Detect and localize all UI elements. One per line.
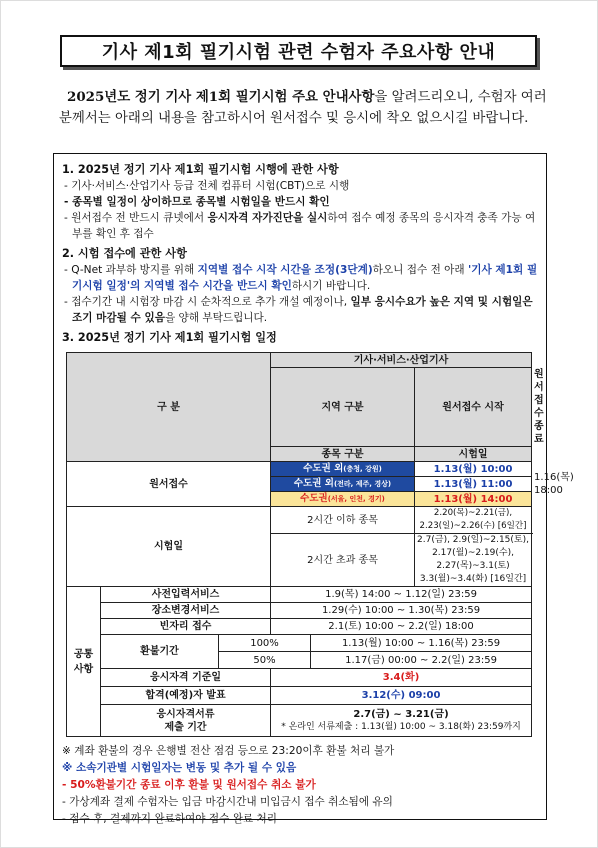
section2-item2-a: - 접수기간 내 시험장 마감 시 순차적으로 추가 개설 예정이나, — [64, 296, 351, 308]
notes — [62, 743, 538, 828]
exam-long-line3: 3.3(월)~3.4(화) [16일간] — [419, 574, 527, 584]
section2-item1-b: 지역별 접수 시작 시간을 조정(3단계) — [197, 264, 373, 276]
section2-item2-c: 을 양해 부탁드립니다. — [164, 312, 268, 324]
section2-item2 — [62, 294, 538, 326]
header-examday: 시험일 — [415, 447, 532, 462]
section1-item3 — [62, 210, 538, 242]
header-region: 지역 구분 — [271, 368, 415, 447]
qual-label: 응시자격 기준일 — [101, 669, 271, 687]
note-4: - 가상계좌 결제 수험자는 입금 마감시간내 미입금시 접수 취소됨에 유의 — [62, 796, 393, 808]
region-1-main: 수도권 외 — [303, 463, 344, 474]
region-3-sub: (서울, 인천, 경기) — [327, 495, 385, 503]
section3-heading: 3. 2025년 정기 기사 제1회 필기시험 일정 — [62, 331, 277, 344]
intro-paragraph — [59, 87, 547, 129]
change-label: 장소변경서비스 — [101, 603, 271, 619]
docs-value-line1: 2.7(금) ~ 3.21(금) — [353, 708, 449, 720]
exam-long-line2: 2.17(월)~2.19(수), 2.27(목)~3.1(토) — [432, 548, 514, 571]
refund-100-value: 1.13(월) 10:00 ~ 1.16(목) 23:59 — [311, 635, 532, 652]
section1-item3-c: 하여 접수 예정 종목의 응시자격 충족 가능 여부를 확인 후 접수 — [72, 212, 536, 240]
region-2-time: 1.13(월) 11:00 — [415, 477, 532, 492]
refund-50-value: 1.17(금) 00:00 ~ 2.2(일) 23:59 — [311, 652, 532, 669]
region-1-time: 1.13(월) 10:00 — [415, 462, 532, 477]
section1-item2: - 종목별 일정이 상이하므로 종목별 시험일을 반드시 확인 — [64, 196, 330, 208]
region-1-sub: (충청, 강원) — [343, 465, 382, 473]
section2-item1-c: 하오니 접수 전 아래 — [372, 264, 469, 276]
note-3: - 50%환불기간 종료 이후 환불 및 원서접수 취소 불가 — [62, 779, 316, 791]
change-value: 1.29(수) 10:00 ~ 1.30(목) 23:59 — [271, 603, 532, 619]
section2-item2-b: 일부 응시수요가 높은 지역 및 시험일은 조기 마감될 수 있음 — [72, 296, 533, 324]
region-3-main: 수도권 — [300, 493, 328, 504]
section2-item1 — [62, 262, 538, 294]
exam-long-dates — [415, 534, 532, 587]
docs-label-line2: 제출 기간 — [164, 721, 207, 733]
region-1 — [271, 462, 415, 477]
vacancy-value: 2.1(토) 10:00 ~ 2.2(일) 18:00 — [271, 619, 532, 635]
reception-label: 원서접수 — [67, 462, 271, 507]
exam-short-dates: 2.20(목)~2.21(금), 2.23(일)~2.26(수) [6일간] — [415, 507, 532, 534]
notice-box — [53, 153, 574, 825]
intro-lead: 2025년도 정기 기사 제1회 필기시험 주요 안내사항 — [67, 89, 375, 105]
section1-heading: 1. 2025년 정기 기사 제1회 필기시험 시행에 관한 사항 — [62, 163, 339, 176]
region-3-time: 1.13(월) 14:00 — [415, 492, 532, 507]
note-2: ※ 소속기관별 시험일자는 변동 및 추가 될 수 있음 — [62, 762, 297, 774]
header-gubun: 구 분 — [67, 353, 271, 462]
section2-item1-e: 하시기 바랍니다. — [291, 280, 371, 292]
preinput-value: 1.9(목) 14:00 ~ 1.12(일) 23:59 — [271, 587, 532, 603]
section1-item3-a: - 원서접수 전 반드시 큐넷에서 — [64, 212, 208, 224]
preinput-label: 사전입력서비스 — [101, 587, 271, 603]
docs-label — [101, 705, 271, 737]
note-5: - 접수 후, 결제까지 완료하여야 접수 완료 처리 — [62, 813, 277, 825]
refund-label: 환불기간 — [101, 635, 219, 669]
docs-value-line2: * 온라인 서류제출 : 1.13(월) 10:00 ~ 3.18(화) 23:59까지 — [281, 721, 521, 732]
exam-long-line1: 2.7(금), 2.9(일)~2.15(토), — [417, 535, 529, 545]
refund-50: 50% — [219, 652, 311, 669]
region-2-main: 수도권 외 — [293, 478, 334, 489]
section2-heading: 2. 시험 접수에 관한 사항 — [62, 247, 187, 260]
page-title: 기사 제1회 필기시험 관련 수험자 주요사항 안내 — [60, 35, 537, 67]
header-type: 종목 구분 — [271, 447, 415, 462]
section2-item1-a: - Q-Net 과부하 방지를 위해 — [64, 264, 198, 276]
docs-label-line1: 응시자격서류 — [156, 708, 215, 720]
exam-short-label: 2시간 이하 종목 — [271, 507, 415, 534]
schedule-table: 구 분 기사·서비스·산업기사 지역 구분 원서접수 시작 원서접수 종료 종목 구분 시험일 원서접수 수도권 외(충청, 강원) 1.13(월) 10:00 1.16(목) 18:00 수도권 외(전라, 제주, 경상) 1.13(월) 11:00 수도권(서울, 인천, 경기) 1.13(월) 14:00 시험일 2시간 이하 종목 2.20(목)~2.21(금), 2.23(일)~2.26(수) [6일간] 2시간 초과 종목 2.7(금), 2.9(일)~2.15(토), 2.17(월)~2.19(수), 2.27(목)~3.1(토) 3.3(월)~3.4(화) [16일간] 공통 사항 사전입력서비스 1.9(목) 14:00 ~ 1.12(일) 23:59 장소변경서비스 1.29(수) 10:00 ~ 1.30(목) 23:59 빈자리 접수 2.1(토) 10:00 ~ 2.2(일) 18:00 환불기간 100% 1.13(월) 10:00 ~ 1.16(목) 23:59 50% 1.17(금) 00:00 ~ 2.2(일) 23:59 응시자격 기준일 3.4(화) 합격(예정)자 발표 3.12(수) 09:00 응시자격서류 제출 기간 2.7(금) ~ 3.21(금) * 온라인 서류제출 : 1.13(월) 10:00 ~ 3.18(화) 23:59까지 — [66, 352, 532, 737]
intro-rest: 을 알려드리오니, 수험자 여러분께서는 아래의 내용을 참고하시어 원서접수 및 응시에 착오 없으시길 바랍니다. — [59, 90, 547, 126]
refund-100: 100% — [219, 635, 311, 652]
docs-value — [271, 705, 532, 737]
header-start: 원서접수 시작 — [415, 368, 532, 447]
qual-value: 3.4(화) — [271, 669, 532, 687]
section2-item1-d: '기사 제1회 필기시험 일정'의 지역별 접수 시간을 반드시 확인 — [72, 264, 538, 292]
exam-label: 시험일 — [67, 507, 271, 587]
result-value: 3.12(수) 09:00 — [271, 687, 532, 705]
result-label: 합격(예정)자 발표 — [101, 687, 271, 705]
region-2 — [271, 477, 415, 492]
section1-item3-b: 응시자격 자가진단을 실시 — [207, 212, 328, 224]
vacancy-label: 빈자리 접수 — [101, 619, 271, 635]
note-1: ※ 계좌 환불의 경우 은행별 전산 점검 등으로 23:20이후 환불 처리 불가 — [62, 745, 395, 757]
section1-item1: - 기사·서비스·산업기사 등급 전체 컴퓨터 시험(CBT)으로 시행 — [64, 180, 350, 192]
common-label: 공통 사항 — [67, 587, 101, 737]
region-3 — [271, 492, 415, 507]
header-grade: 기사·서비스·산업기사 — [271, 353, 532, 368]
exam-long-label: 2시간 초과 종목 — [271, 534, 415, 587]
region-2-sub: (전라, 제주, 경상) — [333, 480, 392, 488]
